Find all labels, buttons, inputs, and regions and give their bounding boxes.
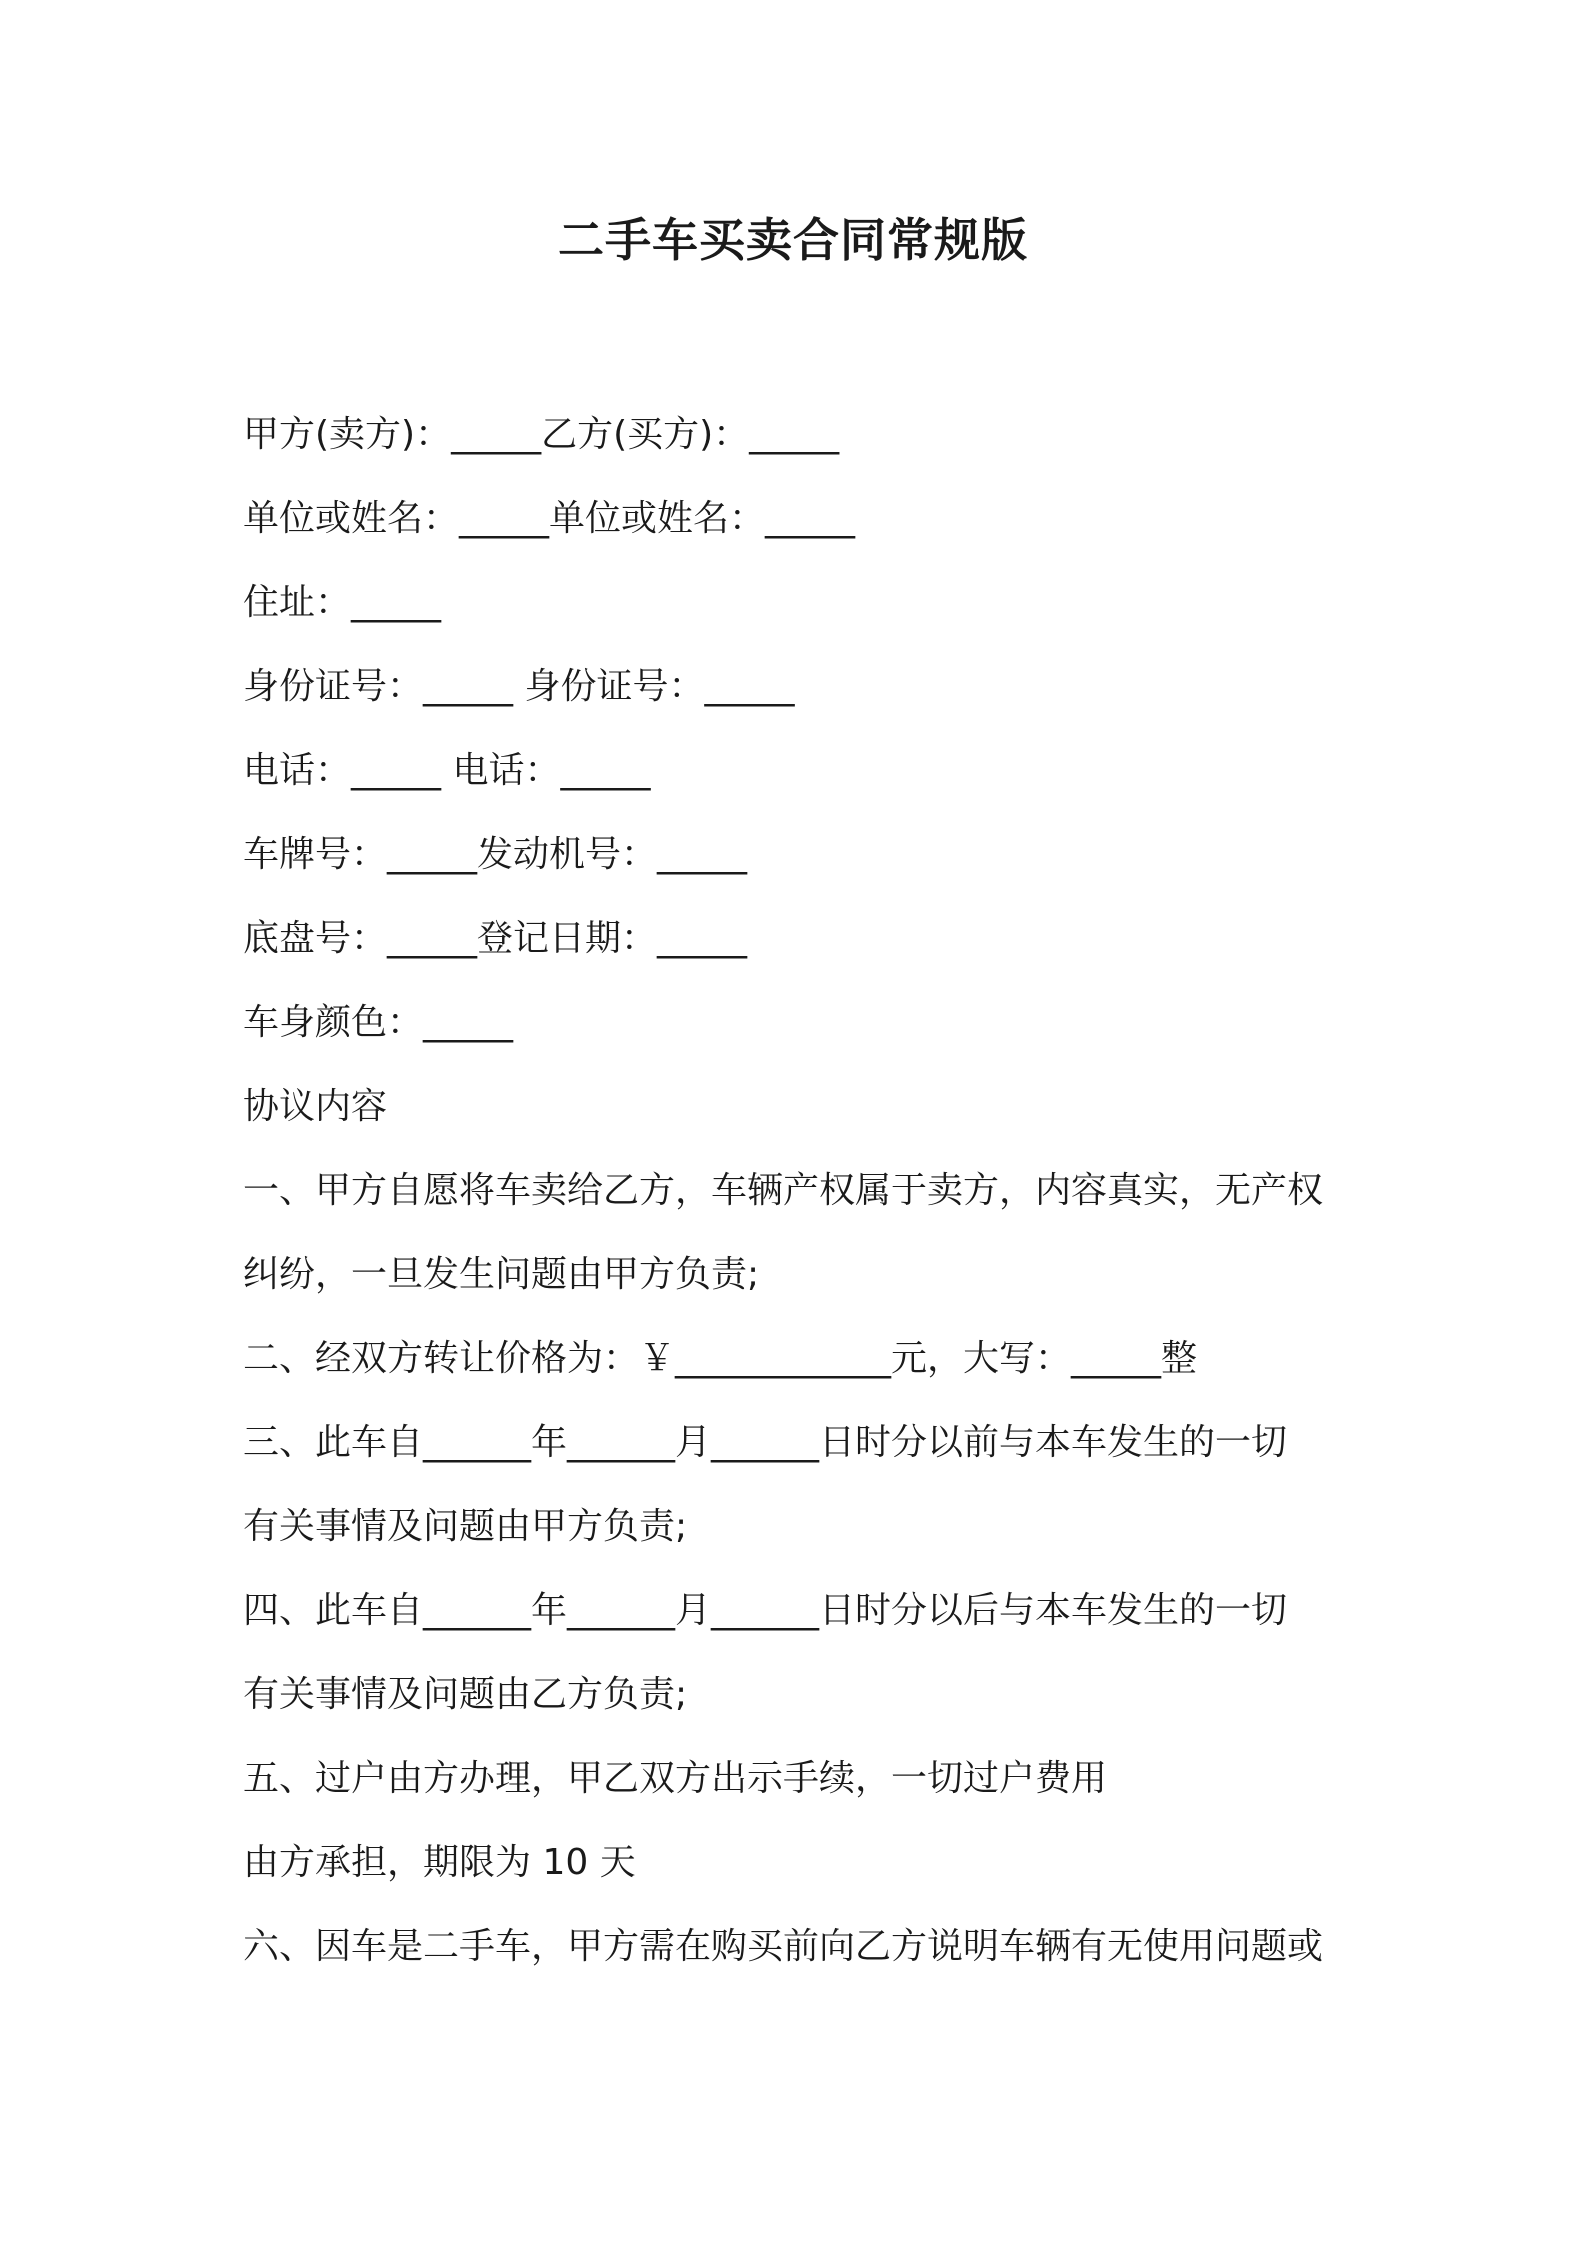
clause-4-line-1: 四、此车自______年______月______日时分以后与本车发生的一切 bbox=[243, 1590, 1288, 1631]
chassis-registration-line: 底盘号：_____登记日期：_____ bbox=[243, 918, 748, 959]
name-line: 单位或姓名：_____单位或姓名：_____ bbox=[243, 498, 856, 539]
clause-1-line-1: 一、甲方自愿将车卖给乙方，车辆产权属于卖方，内容真实，无产权 bbox=[243, 1170, 1324, 1211]
clause-4-line-2: 有关事情及问题由乙方负责; bbox=[243, 1674, 688, 1715]
clause-3-line-1: 三、此车自______年______月______日时分以前与本车发生的一切 bbox=[243, 1422, 1288, 1463]
body-color-line: 车身颜色：_____ bbox=[243, 1002, 514, 1043]
agreement-heading: 协议内容 bbox=[243, 1086, 388, 1127]
clause-6-line-1: 六、因车是二手车，甲方需在购买前向乙方说明车辆有无使用问题或 bbox=[243, 1926, 1324, 1967]
clause-5-line-2: 由方承担，期限为 10 天 bbox=[243, 1842, 636, 1883]
party-a-b-line: 甲方(卖方)：_____乙方(买方)：_____ bbox=[243, 414, 840, 455]
address-line: 住址：_____ bbox=[243, 582, 442, 623]
id-number-line: 身份证号：_____ 身份证号：_____ bbox=[243, 666, 795, 707]
contract-body bbox=[243, 405, 1363, 2001]
clause-2-line: 二、经双方转让价格为：￥____________元，大写：_____整 bbox=[243, 1338, 1198, 1379]
plate-engine-line: 车牌号：_____发动机号：_____ bbox=[243, 834, 748, 875]
phone-line: 电话：_____ 电话：_____ bbox=[243, 750, 651, 791]
clause-5-line-1: 五、过户由方办理，甲乙双方出示手续，一切过户费用 bbox=[243, 1758, 1108, 1799]
clause-1-line-2: 纠纷，一旦发生问题由甲方负责; bbox=[243, 1254, 760, 1295]
clause-3-line-2: 有关事情及问题由甲方负责; bbox=[243, 1506, 688, 1547]
document-title: 二手车买卖合同常规版 bbox=[558, 213, 1028, 267]
